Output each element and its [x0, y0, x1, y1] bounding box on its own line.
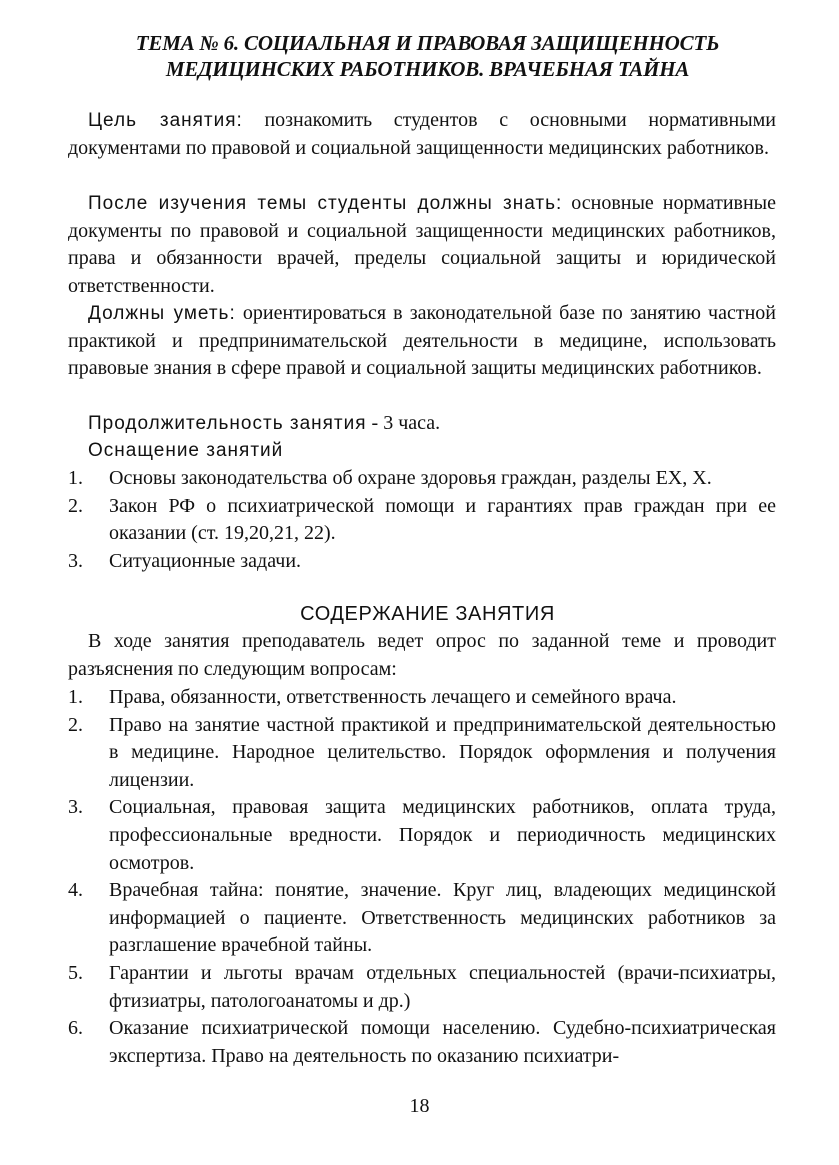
list-item-text: Закон РФ о психиатрической помощи и гарантиях прав граждан при ее оказании (ст. 19,20,21, 22). [109, 494, 776, 545]
skills-paragraph [68, 300, 776, 383]
list-item [68, 493, 776, 548]
equipment-label: Оснащение занятий [88, 440, 284, 461]
know-label: После изучения темы студенты должны знать: [88, 193, 563, 214]
list-item [68, 712, 776, 795]
list-item-number: 3. [68, 549, 83, 572]
topic-title-line-1: ТЕМА № 6. СОЦИАЛЬНАЯ И ПРАВОВАЯ ЗАЩИЩЕННОСТЬ [135, 31, 720, 55]
list-item-number: 4. [68, 879, 83, 902]
equipment-heading [88, 437, 283, 465]
list-item-number: 5. [68, 961, 83, 984]
skills-label: Должны уметь: [88, 303, 236, 324]
goal-paragraph [68, 107, 776, 162]
list-item-text: Право на занятие частной практикой и предпринимательской деятельностью в медицине. Народное целительство. Порядок оформления и получения лицензии. [109, 713, 776, 791]
list-item-text: Социальная, правовая защита медицинских работников, оплата труда, профессиональные вредности. Порядок и периодичность медицинских осмотров. [109, 796, 776, 874]
list-item-text: Основы законодательства об охране здоровья граждан, разделы ЕХ, Х. [109, 467, 712, 489]
list-item [68, 794, 776, 877]
page-number: 18 [409, 1095, 430, 1117]
list-item-number: 2. [68, 713, 83, 736]
equipment-list [68, 465, 776, 575]
list-item-text: Врачебная тайна: понятие, значение. Круг лиц, владеющих медицинской информацией о пациенте. Ответственность медицинских работников за разглашение врачебной тайны. [109, 879, 776, 957]
list-item [68, 548, 776, 576]
list-item [68, 1015, 776, 1070]
list-item-number: 3. [68, 796, 83, 819]
list-item-number: 1. [68, 467, 83, 489]
list-item-text: Гарантии и льготы врачам отдельных специальностей (врачи-психиатры, фтизиатры, патологоанатомы и др.) [109, 961, 776, 1012]
duration-line [88, 410, 440, 438]
goal-text: познакомить студентов с основными нормативными документами по правовой и социальной защищенности медицинских работников. [68, 109, 777, 159]
know-paragraph [68, 190, 776, 300]
content-section-title: СОДЕРЖАНИЕ ЗАНЯТИЯ [300, 603, 555, 625]
list-item [68, 465, 776, 493]
skills-text: ориентироваться в законодательной базе по занятию частной практикой и предпринимательской деятельности в медицине, использовать правовые знания в сфере правой и социальной защиты медицинских работников. [68, 302, 777, 380]
list-item-number: 6. [68, 1017, 83, 1040]
content-intro-paragraph [68, 628, 776, 683]
content-intro-text: В ходе занятия преподаватель ведет опрос по заданной теме и проводит разъяснения по следующим вопросам: [68, 630, 776, 680]
list-item-number: 2. [68, 494, 83, 517]
list-item-text: Права, обязанности, ответственность лечащего и семейного врача. [109, 686, 677, 708]
list-item-number: 1. [68, 686, 83, 708]
topic-title-line-2: МЕДИЦИНСКИХ РАБОТНИКОВ. ВРАЧЕБНАЯ ТАЙНА [165, 57, 690, 81]
list-item [68, 877, 776, 960]
questions-list [68, 684, 776, 1070]
list-item-text: Ситуационные задачи. [109, 549, 302, 572]
duration-text: - 3 часа. [371, 412, 441, 434]
list-item [68, 960, 776, 1015]
duration-label: Продолжительность занятия [88, 413, 367, 434]
know-text: основные нормативные документы по правовой и социальной защищенности медицинских работников, права и обязанности врачей, пределы социальной защиты и юридической ответственности. [68, 192, 776, 297]
goal-label: Цель занятия: [88, 110, 243, 131]
list-item-text: Оказание психиатрической помощи населению. Судебно-психиатрическая экспертиза. Право на деятельность по оказанию психиатри- [109, 1017, 776, 1067]
list-item [68, 684, 776, 712]
